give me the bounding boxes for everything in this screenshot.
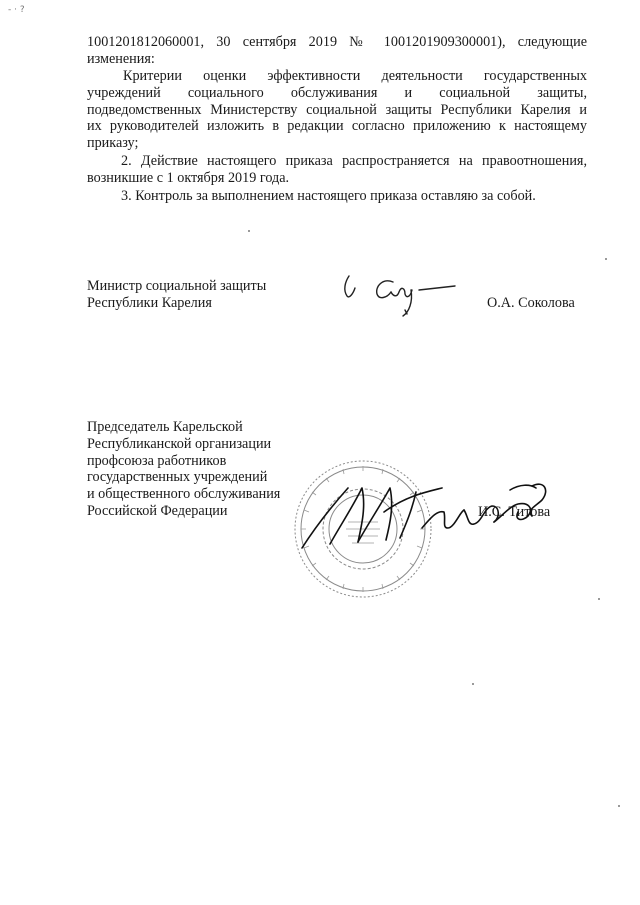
text-line: государственных учреждений — [87, 469, 268, 486]
union-chair-signature-image — [296, 466, 556, 556]
corner-scan-mark: - · ? — [8, 5, 25, 15]
scan-speck — [248, 230, 250, 232]
text-line: 2. Действие настоящего приказа распространяется на правоотношения, — [121, 153, 587, 169]
paragraph-control — [87, 188, 587, 205]
text-line: их руководителей изложить в редакции согласно приложению к настоящему — [87, 118, 587, 135]
text-line: профсоюза работников — [87, 452, 227, 469]
text-line: Министр социальной защиты — [87, 278, 267, 294]
text-line: изменения: — [87, 50, 155, 67]
scan-speck — [472, 683, 474, 685]
paragraph-amendment-intro — [87, 34, 587, 68]
text-line: Республики Карелия — [87, 294, 212, 311]
text-line: возникшие с 1 октября 2019 года. — [87, 169, 290, 186]
minister-name: О.А. Соколова — [487, 295, 575, 311]
text-line: Председатель Карельской — [87, 419, 243, 435]
minister-signature-image — [335, 268, 475, 318]
paragraph-effective-date — [87, 153, 587, 187]
paragraph-criteria — [87, 68, 587, 152]
text-line: 3. Контроль за выполнением настоящего приказа оставляю за собой. — [121, 188, 536, 204]
text-line: Российской Федерации — [87, 502, 228, 519]
text-line: подведомственных Министерству социальной защиты Республики Карелия и — [87, 101, 587, 118]
text-line: учреждений социального обслуживания и социальной защиты, — [87, 84, 587, 101]
text-line: приказу; — [87, 135, 139, 152]
text-line: Критерии оценки эффективности деятельности государственных — [123, 68, 587, 84]
scan-speck — [598, 598, 600, 600]
scan-speck — [605, 258, 607, 260]
text-line: и общественного обслуживания — [87, 486, 281, 503]
union-chair-title — [87, 419, 280, 520]
text-line: Республиканской организации — [87, 435, 272, 452]
scan-speck — [618, 805, 620, 807]
minister-title — [87, 278, 266, 312]
union-chair-name: И.С. Титова — [478, 504, 551, 520]
text-line: 1001201812060001, 30 сентября 2019 № 1001201909300001), следующие — [87, 34, 587, 50]
